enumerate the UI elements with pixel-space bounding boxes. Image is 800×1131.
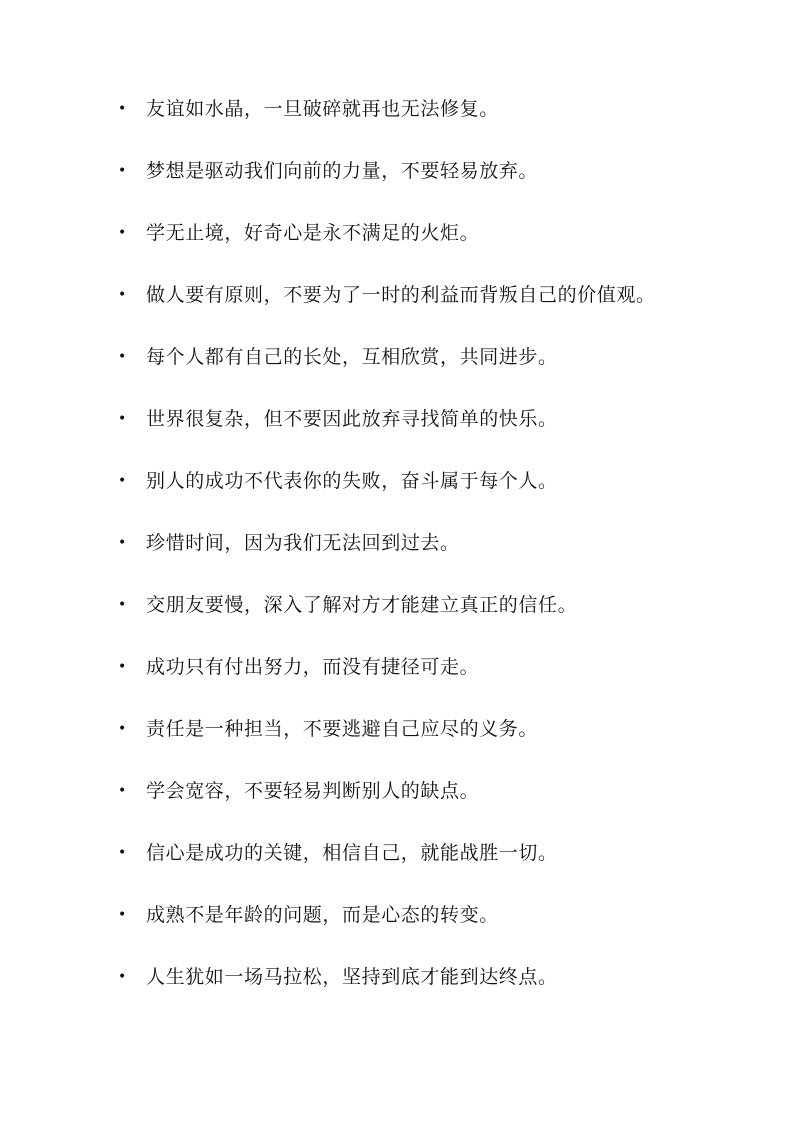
list-item-text: 世界很复杂，但不要因此放弃寻找简单的快乐。 — [146, 408, 558, 430]
list-item — [118, 957, 656, 1019]
quote-list — [118, 89, 656, 1019]
bullet-icon: • — [118, 473, 127, 489]
list-item-text: 别人的成功不代表你的失败，奋斗属于每个人。 — [146, 470, 558, 492]
list-item-text: 交朋友要慢，深入了解对方才能建立真正的信任。 — [146, 594, 578, 616]
bullet-icon: • — [118, 535, 127, 551]
list-item — [118, 833, 656, 895]
list-item — [118, 647, 656, 709]
bullet-icon: • — [118, 163, 127, 179]
list-item-text: 每个人都有自己的长处，互相欣赏，共同进步。 — [146, 346, 558, 368]
bullet-icon: • — [118, 721, 127, 737]
bullet-icon: • — [118, 659, 127, 675]
list-item-text: 成功只有付出努力，而没有捷径可走。 — [146, 656, 480, 678]
list-item — [118, 337, 656, 399]
bullet-icon: • — [118, 969, 127, 985]
list-item — [118, 213, 656, 275]
list-item — [118, 399, 656, 461]
list-item-text: 做人要有原则，不要为了一时的利益而背叛自己的价值观。 — [146, 284, 656, 306]
list-item-text: 信心是成功的关键，相信自己，就能战胜一切。 — [146, 842, 558, 864]
bullet-icon: • — [118, 349, 127, 365]
bullet-icon: • — [118, 411, 127, 427]
list-item — [118, 709, 656, 771]
bullet-icon: • — [118, 845, 127, 861]
bullet-icon: • — [118, 783, 127, 799]
list-item — [118, 275, 656, 337]
list-item-text: 成熟不是年龄的问题，而是心态的转变。 — [146, 904, 499, 926]
list-item — [118, 523, 656, 585]
list-item-text: 梦想是驱动我们向前的力量，不要轻易放弃。 — [146, 160, 539, 182]
list-item-text: 学无止境，好奇心是永不满足的火炬。 — [146, 222, 480, 244]
bullet-icon: • — [118, 225, 127, 241]
list-item-text: 学会宽容，不要轻易判断别人的缺点。 — [146, 780, 480, 802]
bullet-icon: • — [118, 101, 127, 117]
bullet-icon: • — [118, 907, 127, 923]
list-item — [118, 895, 656, 957]
list-item — [118, 771, 656, 833]
list-item — [118, 585, 656, 647]
list-item — [118, 89, 656, 151]
list-item-text: 友谊如水晶，一旦破碎就再也无法修复。 — [146, 98, 499, 120]
list-item-text: 珍惜时间，因为我们无法回到过去。 — [146, 532, 460, 554]
list-item-text: 责任是一种担当，不要逃避自己应尽的义务。 — [146, 718, 539, 740]
list-item-text: 人生犹如一场马拉松，坚持到底才能到达终点。 — [146, 966, 558, 988]
bullet-icon: • — [118, 597, 127, 613]
list-item — [118, 461, 656, 523]
list-item — [118, 151, 656, 213]
bullet-icon: • — [118, 287, 127, 303]
